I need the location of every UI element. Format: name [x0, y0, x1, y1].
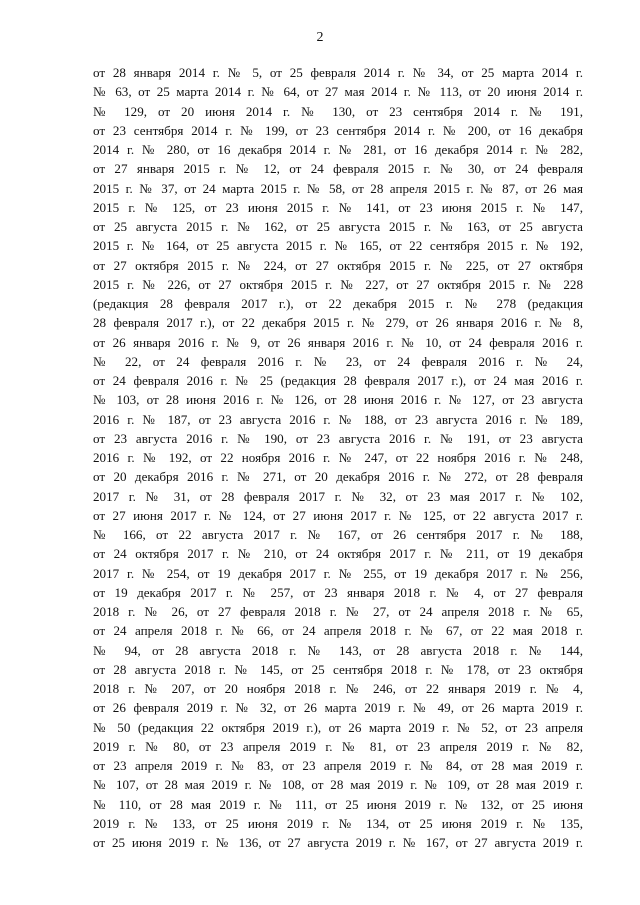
text-line: № 94, от 28 августа 2018 г. № 143, от 28 августа 2018 г. № 144, — [93, 642, 583, 658]
text-line: 2019 г. № 133, от 25 июня 2019 г. № 134, от 25 июня 2019 г. № 135, — [93, 815, 583, 831]
text-line: от 28 января 2014 г. № 5, от 25 февраля 2014 г. № 34, от 25 марта 2014 г. — [93, 65, 583, 80]
text-line: 2017 г. № 31, от 28 февраля 2017 г. № 32, от 23 мая 2017 г. № 102, — [93, 488, 583, 504]
text-line: 2017 г. № 254, от 19 декабря 2017 г. № 255, от 19 декабря 2017 г. № 256, — [93, 565, 583, 581]
text-line: от 26 февраля 2019 г. № 32, от 26 марта 2019 г. № 49, от 26 марта 2019 г. — [93, 700, 583, 716]
page-number: 2 — [316, 30, 324, 45]
text-line: от 26 января 2016 г. № 9, от 26 января 2016 г. № 10, от 24 февраля 2016 г. — [93, 334, 583, 350]
text-line: 2015 г. № 164, от 25 августа 2015 г. № 165, от 22 сентября 2015 г. № 192, — [93, 238, 583, 254]
text-line: 2016 г. № 187, от 23 августа 2016 г. № 188, от 23 августа 2016 г. № 189, — [93, 411, 583, 427]
text-line: от 24 февраля 2016 г. № 25 (редакция 28 февраля 2017 г.), от 24 мая 2016 г. — [93, 373, 583, 388]
text-line: от 23 апреля 2019 г. № 83, от 23 апреля 2019 г. № 84, от 28 мая 2019 г. — [93, 758, 583, 773]
text-line: 28 февраля 2017 г.), от 22 декабря 2015 г. № 279, от 26 января 2016 г. № 8, — [93, 315, 583, 331]
text-line: от 27 июня 2017 г. № 124, от 27 июня 2017 г. № 125, от 22 августа 2017 г. — [93, 507, 583, 523]
text-line: № 22, от 24 февраля 2016 г. № 23, от 24 февраля 2016 г. № 24, — [93, 353, 583, 369]
text-line: 2014 г. № 280, от 16 декабря 2014 г. № 281, от 16 декабря 2014 г. № 282, — [93, 142, 583, 157]
text-line: от 28 августа 2018 г. № 145, от 25 сентября 2018 г. № 178, от 23 октября — [93, 661, 583, 677]
text-line: от 23 сентября 2014 г. № 199, от 23 сентября 2014 г. № 200, от 16 декабря — [93, 122, 583, 138]
text-line: 2018 г. № 207, от 20 ноября 2018 г. № 246, от 22 января 2019 г. № 4, — [93, 681, 583, 696]
text-line: 2015 г. № 226, от 27 октября 2015 г. № 227, от 27 октября 2015 г. № 228 — [93, 276, 583, 292]
text-line: от 23 августа 2016 г. № 190, от 23 августа 2016 г. № 191, от 23 августа — [93, 430, 583, 446]
text-line: от 27 января 2015 г. № 12, от 24 февраля 2015 г. № 30, от 24 февраля — [93, 161, 583, 177]
text-line: 2015 г. № 125, от 23 июня 2015 г. № 141, от 23 июня 2015 г. № 147, — [93, 199, 583, 215]
text-line: № 103, от 28 июня 2016 г. № 126, от 28 июня 2016 г. № 127, от 23 августа — [93, 392, 583, 408]
text-line: от 19 декабря 2017 г. № 257, от 23 января 2018 г. № 4, от 27 февраля — [93, 584, 583, 600]
text-line: от 25 августа 2015 г. № 162, от 25 августа 2015 г. № 163, от 25 августа — [93, 219, 583, 234]
text-line: от 27 октября 2015 г. № 224, от 27 октября 2015 г. № 225, от 27 октября — [93, 257, 583, 273]
text-line: 2019 г. № 80, от 23 апреля 2019 г. № 81, от 23 апреля 2019 г. № 82, — [93, 738, 583, 754]
text-line: от 20 декабря 2016 г. № 271, от 20 декабря 2016 г. № 272, от 28 февраля — [93, 469, 583, 485]
text-line: от 24 апреля 2018 г. № 66, от 24 апреля 2018 г. № 67, от 22 мая 2018 г. — [93, 623, 583, 639]
text-line: от 24 октября 2017 г. № 210, от 24 октября 2017 г. № 211, от 19 декабря — [93, 546, 583, 562]
text-line: № 107, от 28 мая 2019 г. № 108, от 28 мая 2019 г. № 109, от 28 мая 2019 г. — [93, 777, 583, 793]
document-body — [93, 63, 583, 852]
text-line: № 50 (редакция 22 октября 2019 г.), от 26 марта 2019 г. № 52, от 23 апреля — [93, 719, 583, 735]
text-line: (редакция 28 февраля 2017 г.), от 22 декабря 2015 г. № 278 (редакция — [93, 296, 583, 311]
text-line: № 63, от 25 марта 2014 г. № 64, от 27 мая 2014 г. № 113, от 20 июня 2014 г. — [93, 84, 583, 100]
text-line: № 129, от 20 июня 2014 г. № 130, от 23 сентября 2014 г. № 191, — [93, 103, 583, 119]
text-line: 2015 г. № 37, от 24 марта 2015 г. № 58, от 28 апреля 2015 г. № 87, от 26 мая — [93, 180, 583, 196]
text-line: от 25 июня 2019 г. № 136, от 27 августа 2019 г. № 167, от 27 августа 2019 г. — [93, 835, 583, 850]
text-line: 2016 г. № 192, от 22 ноября 2016 г. № 247, от 22 ноября 2016 г. № 248, — [93, 450, 583, 465]
text-line: № 110, от 28 мая 2019 г. № 111, от 25 июня 2019 г. № 132, от 25 июня — [93, 796, 583, 812]
text-line: 2018 г. № 26, от 27 февраля 2018 г. № 27, от 24 апреля 2018 г. № 65, — [93, 604, 583, 619]
text-line: № 166, от 22 августа 2017 г. № 167, от 26 сентября 2017 г. № 188, — [93, 527, 583, 542]
